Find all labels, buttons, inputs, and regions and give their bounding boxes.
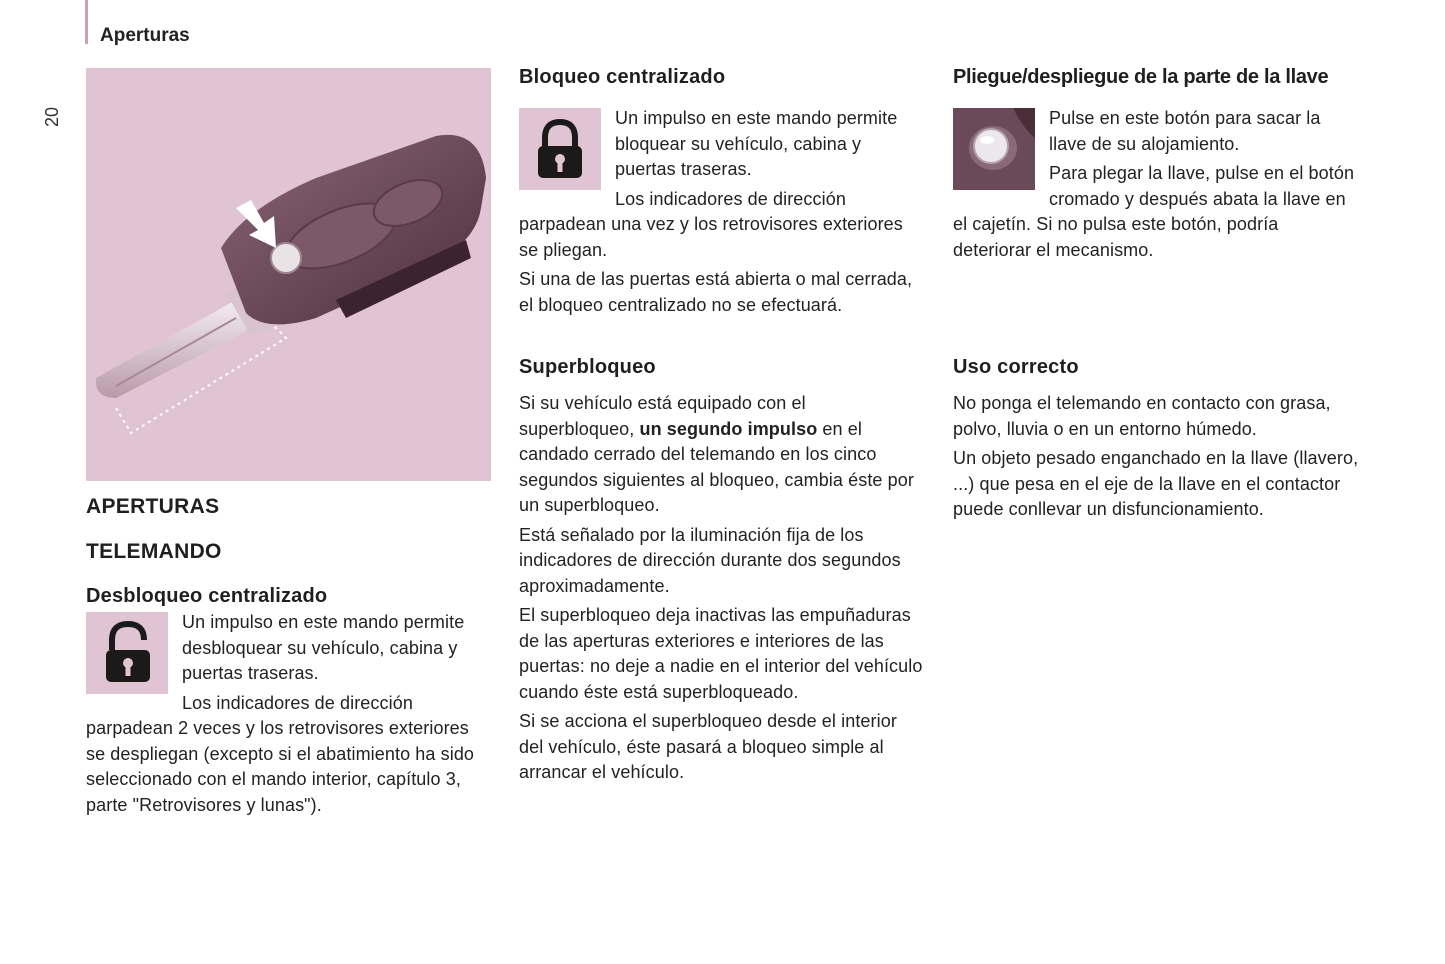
unlock-text-1: Un impulso en este mando permite desbloquear su vehículo, cabina y puertas traseras. <box>182 612 465 683</box>
heading-superbloqueo: Superbloqueo <box>519 356 656 378</box>
super-text-2: Está señalado por la iluminación fija de los indicadores de dirección durante dos segundos aproximadamente. <box>519 524 901 596</box>
heading-lock: Bloqueo centralizado <box>519 66 726 88</box>
fold-section <box>953 106 1361 267</box>
fold-text-1: Pulse en este botón para sacar la llave de su alojamiento. <box>1049 108 1321 154</box>
lock-text-2: Los indicadores de dirección parpadean una vez y los retrovisores exteriores se pliegan. <box>519 188 903 260</box>
unlock-text-2: Los indicadores de dirección parpadean 2 veces y los retrovisores exteriores se despliegan (excepto si el abatimiento ha sido seleccionado con el mando interior, capítulo 3, parte "Retrovisores y lunas"). <box>86 692 475 815</box>
chrome-button-icon <box>953 108 1035 190</box>
super-emphasis: un segundo impulso <box>639 418 818 439</box>
super-text-4: Si se acciona el superbloqueo desde el interior del vehículo, éste pasará a bloqueo simple al arrancar el vehículo. <box>519 711 897 782</box>
use-text-1: No ponga el telemando en contacto con grasa, polvo, lluvia o en un entorno húmedo. <box>953 393 1331 439</box>
lock-section <box>519 106 924 322</box>
heading-aperturas: APERTURAS <box>86 495 220 518</box>
heading-fold: Pliegue/despliegue de la parte de la llave <box>953 66 1329 88</box>
fold-text-2: Para plegar la llave, pulse en el botón cromado y después abata la llave en el cajetín. Si no pulsa este botón, podría deteriorar el mecanismo. <box>953 163 1355 260</box>
heading-unlock: Desbloqueo centralizado <box>86 585 328 607</box>
section-header: Aperturas <box>100 25 190 46</box>
super-text-3: El superbloqueo deja inactivas las empuñaduras de las aperturas exteriores e interiores de las puertas: no deje a nadie en el interior del vehículo cuando éste está superbloqueado. <box>519 605 923 702</box>
use-text-2: Un objeto pesado enganchado en la llave (llavero, ...) que pesa en el eje de la llave en el contactor puede conllevar un disfuncionamiento. <box>953 448 1359 519</box>
superbloqueo-section <box>519 391 924 790</box>
page-number: 20 <box>42 106 62 127</box>
unlock-section <box>86 610 492 822</box>
uso-section <box>953 391 1361 527</box>
padlock-closed-icon <box>519 108 601 190</box>
super-text-1: Si su vehículo está equipado con el superbloqueo, un segundo impulso en el candado cerrado del telemando en los cinco segundos siguientes al bloqueo, cambia éste por un superbloqueo. <box>519 393 914 515</box>
lock-text-1: Un impulso en este mando permite bloquear su vehículo, cabina y puertas traseras. <box>615 108 898 179</box>
padlock-open-icon <box>86 612 168 694</box>
heading-telemando: TELEMANDO <box>86 540 222 563</box>
remote-key-illustration <box>86 68 491 481</box>
heading-uso-correcto: Uso correcto <box>953 356 1079 378</box>
lock-text-3: Si una de las puertas está abierta o mal cerrada, el bloqueo centralizado no se efectuará. <box>519 269 913 315</box>
header-accent-bar <box>85 0 88 44</box>
